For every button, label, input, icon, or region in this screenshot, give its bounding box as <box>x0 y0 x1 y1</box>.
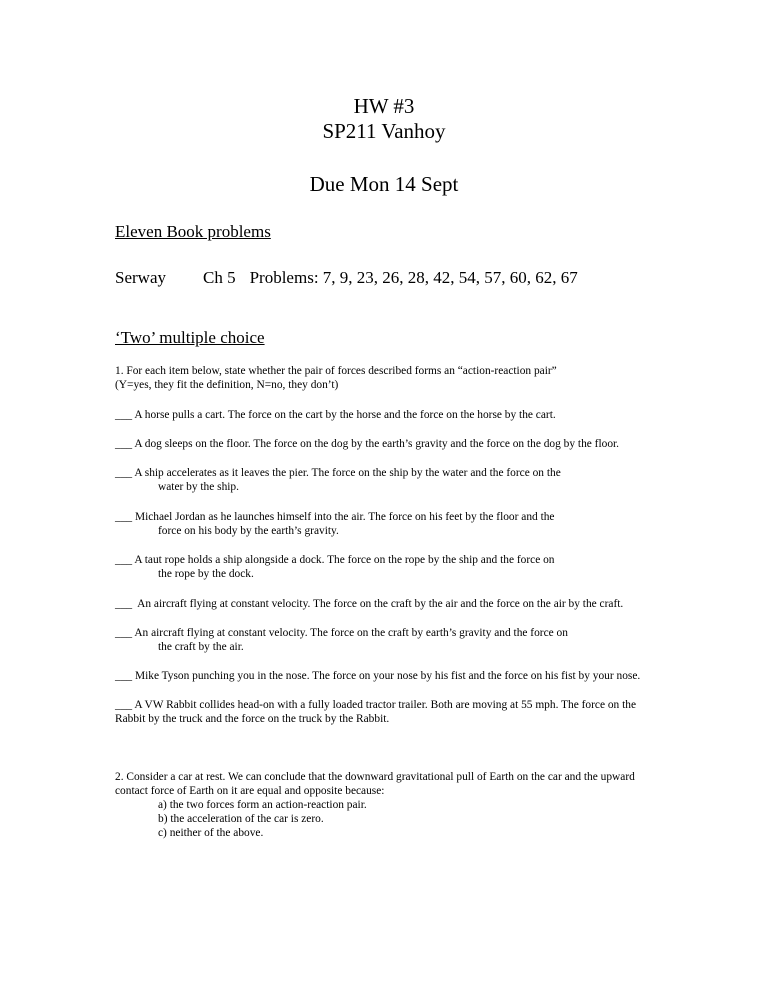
answer-blank[interactable]: ___ <box>115 511 133 523</box>
q1-item <box>115 626 705 654</box>
q1-item-text: Michael Jordan as he launches himself into the air. The force on his feet by the floor and the <box>134 511 555 523</box>
choice-c[interactable]: c) neither of the above. <box>158 827 264 839</box>
q1-item-text: A horse pulls a cart. The force on the cart by the horse and the force on the horse by the cart. <box>134 409 556 421</box>
answer-blank[interactable]: ___ <box>115 467 133 479</box>
answer-blank[interactable]: ___ <box>115 670 133 682</box>
q1-item <box>115 408 705 422</box>
choice-b[interactable]: b) the acceleration of the car is zero. <box>158 813 324 825</box>
q1-item-text: A dog sleeps on the floor. The force on the dog by the earth’s gravity and the force on the dog by the floor. <box>134 438 620 450</box>
q1-item-continuation: Rabbit by the truck and the force on the truck by the Rabbit. <box>115 713 390 725</box>
answer-blank[interactable]: ___ <box>115 627 133 639</box>
due-date: Due Mon 14 Sept <box>309 172 459 196</box>
answer-blank[interactable]: ___ <box>115 699 133 711</box>
answer-blank[interactable]: ___ <box>115 554 133 566</box>
q1-item-text: An aircraft flying at constant velocity. The force on the craft by earth’s gravity and the force on <box>134 627 568 639</box>
q1-item-continuation: force on his body by the earth’s gravity. <box>158 525 339 537</box>
book-problems-heading: Eleven Book problems <box>115 222 271 241</box>
course-name: SP211 Vanhoy <box>322 119 446 143</box>
question-1-prompt-line1: 1. For each item below, state whether the pair of forces described forms an “action-reaction pair” <box>115 365 557 377</box>
question-2-choices <box>158 798 367 840</box>
book-author: Serway <box>115 268 166 287</box>
q1-item <box>115 669 705 683</box>
page-title: HW #3 <box>353 94 415 118</box>
q1-item-continuation: the rope by the dock. <box>158 568 254 580</box>
question-2-prompt-line2: contact force of Earth on it are equal and opposite because: <box>115 785 385 797</box>
book-chapter: Ch 5 <box>203 268 236 287</box>
answer-blank[interactable]: ___ <box>115 438 133 450</box>
q1-item-continuation: the craft by the air. <box>158 641 244 653</box>
q1-item-text: A ship accelerates as it leaves the pier. The force on the ship by the water and the force on the <box>134 467 561 479</box>
book-problems-line <box>115 268 578 288</box>
q1-item-text: A taut rope holds a ship alongside a dock. The force on the rope by the ship and the force on <box>134 554 555 566</box>
q1-item <box>115 510 705 538</box>
q1-item <box>115 553 705 581</box>
question-2-prompt-line1: 2. Consider a car at rest. We can conclude that the downward gravitational pull of Earth on the car and the upward <box>115 771 635 783</box>
q1-item <box>115 437 705 451</box>
answer-blank[interactable]: ___ <box>115 409 133 421</box>
choice-a[interactable]: a) the two forces form an action-reaction pair. <box>158 799 367 811</box>
q1-item <box>115 466 705 494</box>
question-1-prompt-line2: (Y=yes, they fit the definition, N=no, they don’t) <box>115 379 339 391</box>
q1-item-text: A VW Rabbit collides head-on with a fully loaded tractor trailer. Both are moving at 55 mph. The force on the <box>134 699 637 711</box>
q1-item-text: An aircraft flying at constant velocity. The force on the craft by the air and the force on the air by the craft. <box>134 598 624 610</box>
question-2-prompt <box>115 770 705 798</box>
multiple-choice-heading: ‘Two’ multiple choice <box>115 328 265 347</box>
q1-item-continuation: water by the ship. <box>158 481 239 493</box>
answer-blank[interactable]: ___ <box>115 598 135 610</box>
q1-item <box>115 698 705 726</box>
problem-list: Problems: 7, 9, 23, 26, 28, 42, 54, 57, 60, 62, 67 <box>249 268 578 287</box>
q1-item <box>115 597 705 611</box>
question-1-prompt <box>115 364 705 392</box>
q1-item-text: Mike Tyson punching you in the nose. The force on your nose by his fist and the force on his fist by your nose. <box>134 670 641 682</box>
